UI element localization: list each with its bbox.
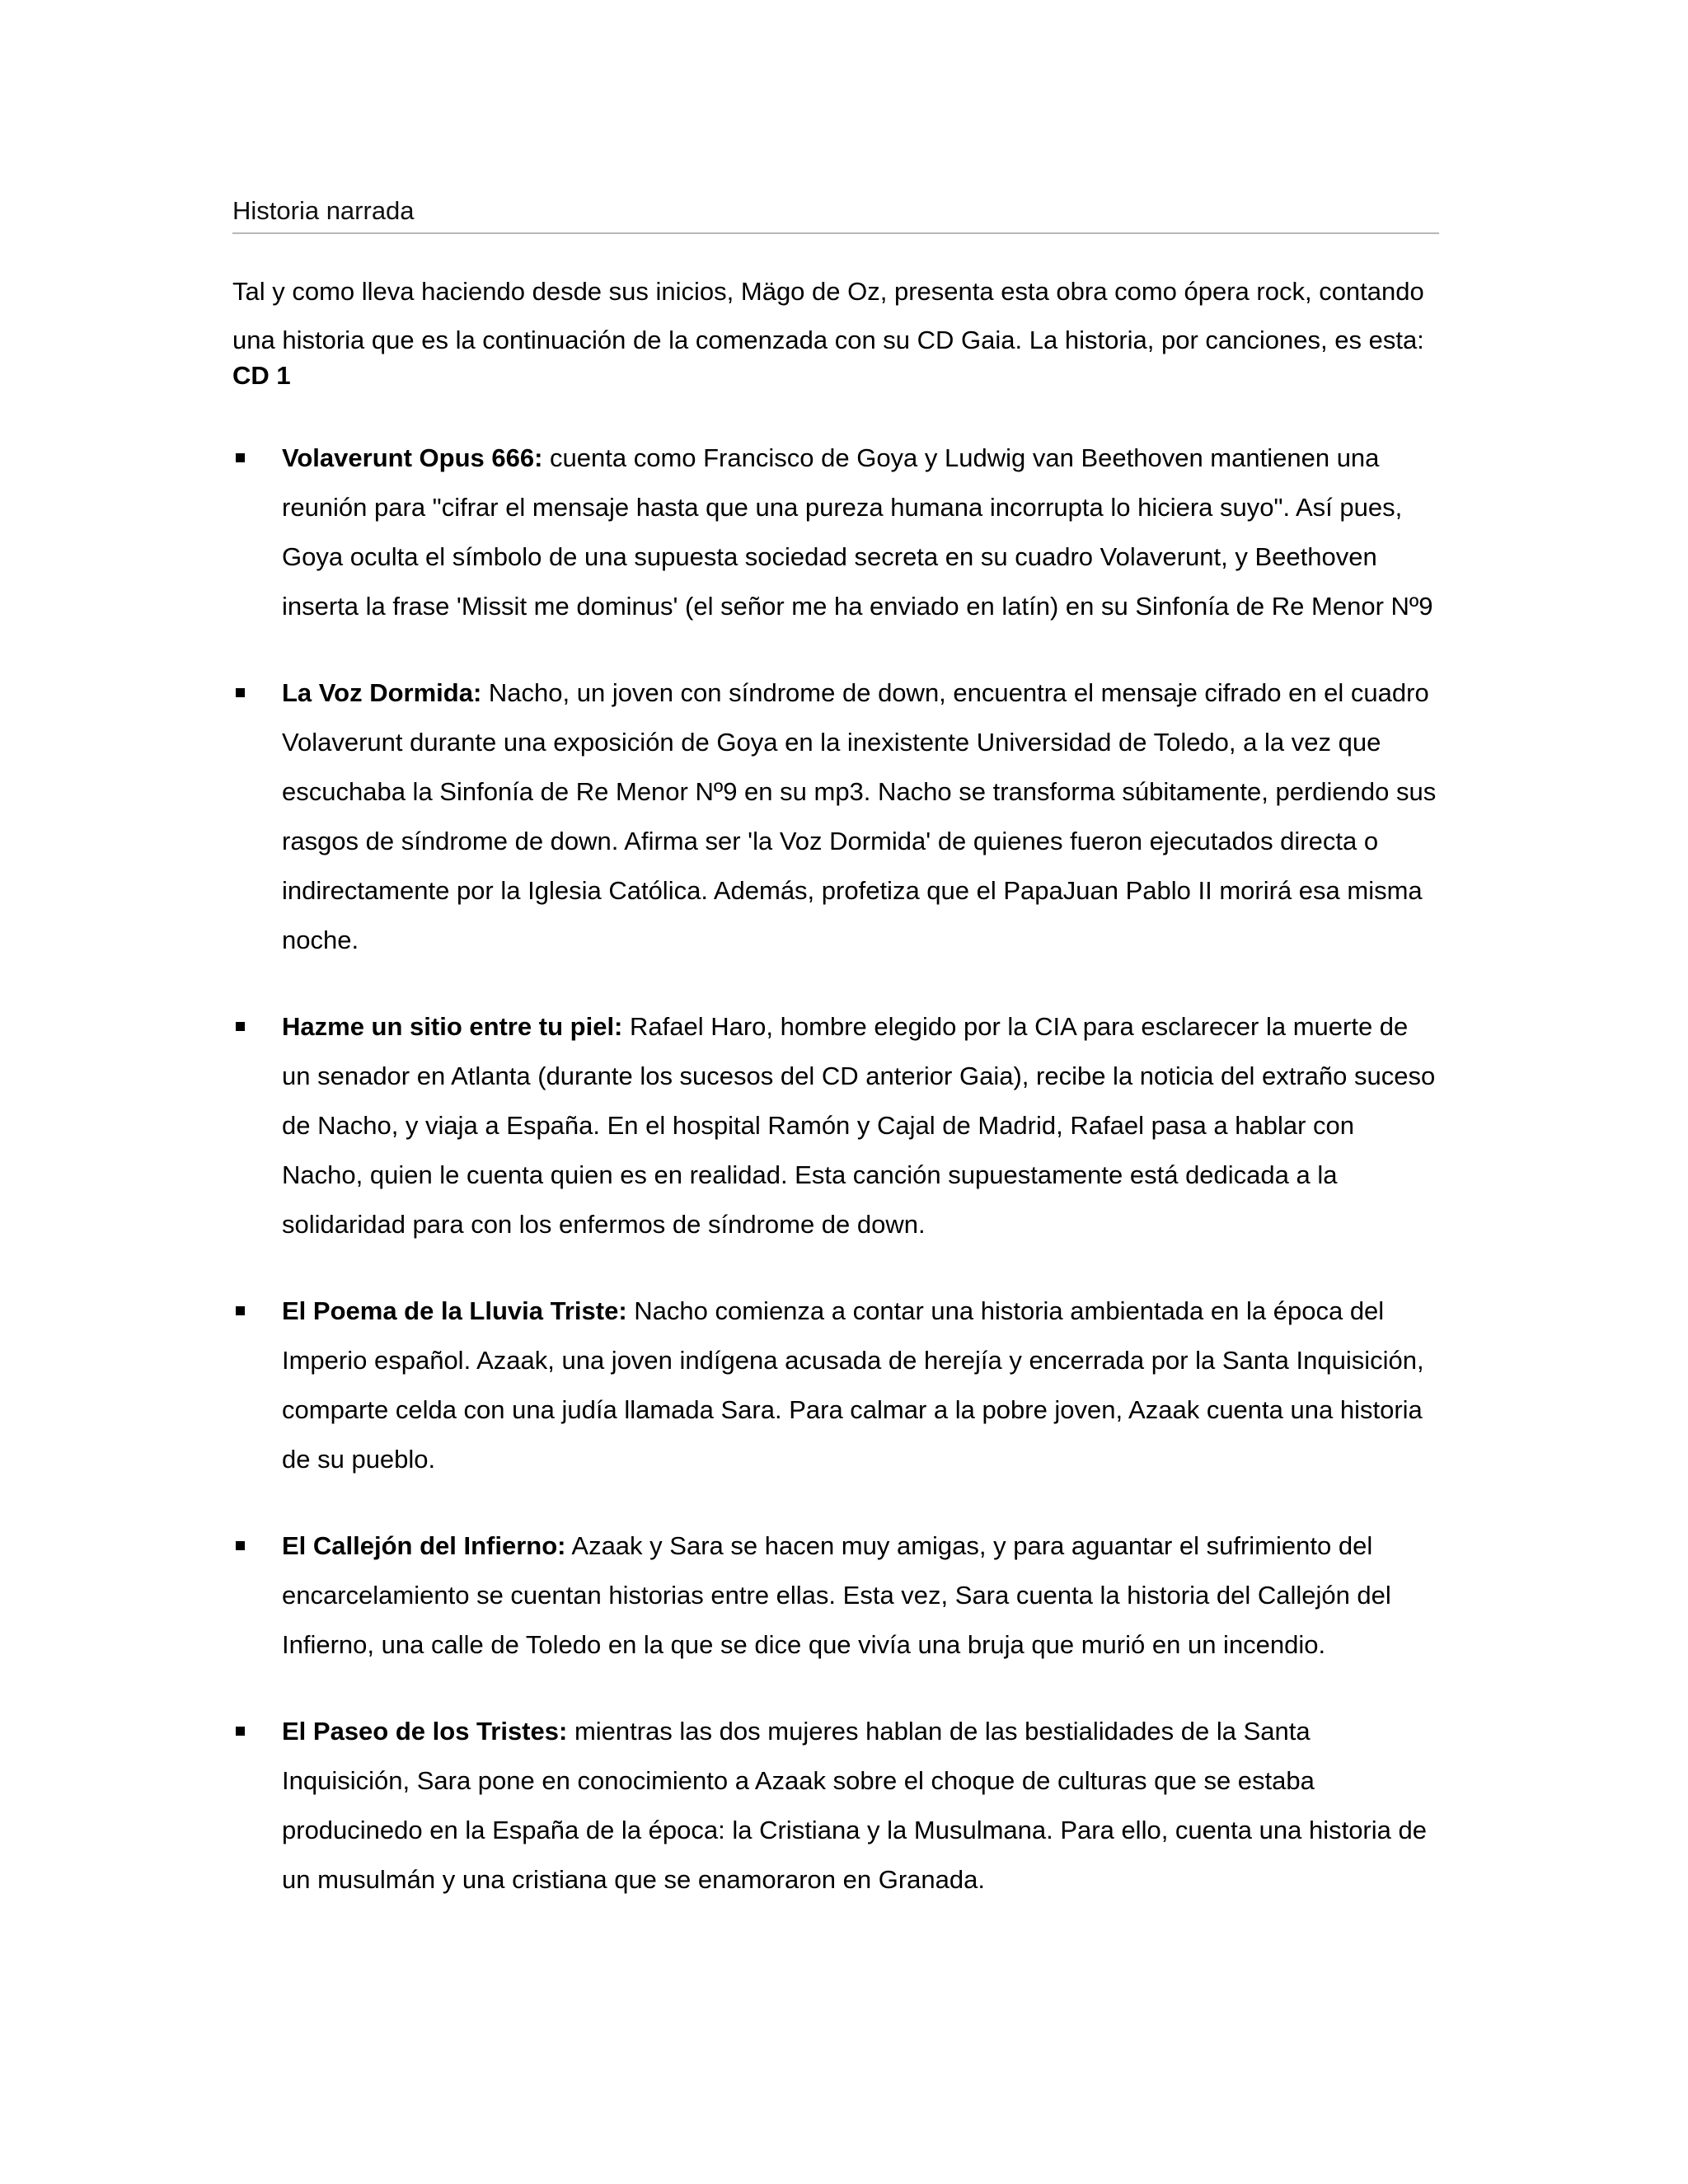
list-item [232,1707,1439,1905]
document-page [232,194,1439,1942]
song-title: Hazme un sitio entre tu piel: [282,1012,623,1041]
square-bullet-icon [236,1022,245,1031]
song-title: La Voz Dormida: [282,678,482,707]
list-item [232,1002,1439,1249]
list-item [232,434,1439,631]
list-item [232,668,1439,965]
song-title: Volaverunt Opus 666: [282,443,543,472]
square-bullet-icon [236,688,245,697]
song-title: El Callejón del Infierno: [282,1531,566,1560]
song-description: mientras las dos mujeres hablan de las bestialidades de la Santa Inquisición, Sara pone en conocimiento a Azaak sobre el choque de culturas que se estaba producinedo en la España de la época: la Cristiana y la Musulmana. Para ello, cuenta una historia de un musulmán y una cristiana que se enamoraron en Granada. [282,1717,1427,1894]
square-bullet-icon [236,1541,245,1550]
square-bullet-icon [236,1727,245,1736]
song-description: Nacho comienza a contar una historia ambientada en la época del Imperio español. Azaak, una joven indígena acusada de herejía y encerrada por la Santa Inquisición, comparte celda con una judía llamada Sara. Para calmar a la pobre joven, Azaak cuenta una historia de su pueblo. [282,1296,1424,1474]
song-description: cuenta como Francisco de Goya y Ludwig van Beethoven mantienen una reunión para "cifrar el mensaje hasta que una pureza humana incorrupta lo hiciera suyo". Así pues, Goya oculta el símbolo de una supuesta sociedad secreta en su cuadro Volaverunt, y Beethoven inserta la frase 'Missit me dominus' (el señor me ha enviado en latín) en su Sinfonía de Re Menor Nº9 [282,443,1433,621]
song-list [232,434,1439,1905]
section-title: Historia narrada [232,194,1439,234]
song-title: El Paseo de los Tristes: [282,1717,568,1746]
song-title: El Poema de la Lluvia Triste: [282,1296,627,1325]
list-item [232,1286,1439,1484]
song-description: Rafael Haro, hombre elegido por la CIA para esclarecer la muerte de un senador en Atlanta (durante los sucesos del CD anterior Gaia), recibe la noticia del extraño suceso de Nacho, y viaja a España. En el hospital Ramón y Cajal de Madrid, Rafael pasa a hablar con Nacho, quien le cuenta quien es en realidad. Esta canción supuestamente está dedicada a la solidaridad para con los enfermos de síndrome de down. [282,1012,1436,1239]
square-bullet-icon [236,453,245,462]
song-description: Nacho, un joven con síndrome de down, encuentra el mensaje cifrado en el cuadro Volaverunt durante una exposición de Goya en la inexistente Universidad de Toledo, a la vez que escuchaba la Sinfonía de Re Menor Nº9 en su mp3. Nacho se transforma súbitamente, perdiendo sus rasgos de síndrome de down. Afirma ser 'la Voz Dormida' de quienes fueron ejecutados directa o indirectamente por la Iglesia Católica. Además, profetiza que el PapaJuan Pablo II morirá esa misma noche. [282,678,1437,954]
cd-label: CD 1 [232,361,291,390]
song-description: Azaak y Sara se hacen muy amigas, y para aguantar el sufrimiento del encarcelamiento se cuentan historias entre ellas. Esta vez, Sara cuenta la historia del Callejón del Infierno, una calle de Toledo en la que se dice que vivía una bruja que murió en un incendio. [282,1531,1391,1659]
square-bullet-icon [236,1306,245,1315]
intro-paragraph: Tal y como lleva haciendo desde sus inicios, Mägo de Oz, presenta esta obra como ópera rock, contando una historia que es la continuación de la comenzada con su CD Gaia. La historia, por canciones, es esta: [232,277,1424,354]
list-item [232,1521,1439,1670]
